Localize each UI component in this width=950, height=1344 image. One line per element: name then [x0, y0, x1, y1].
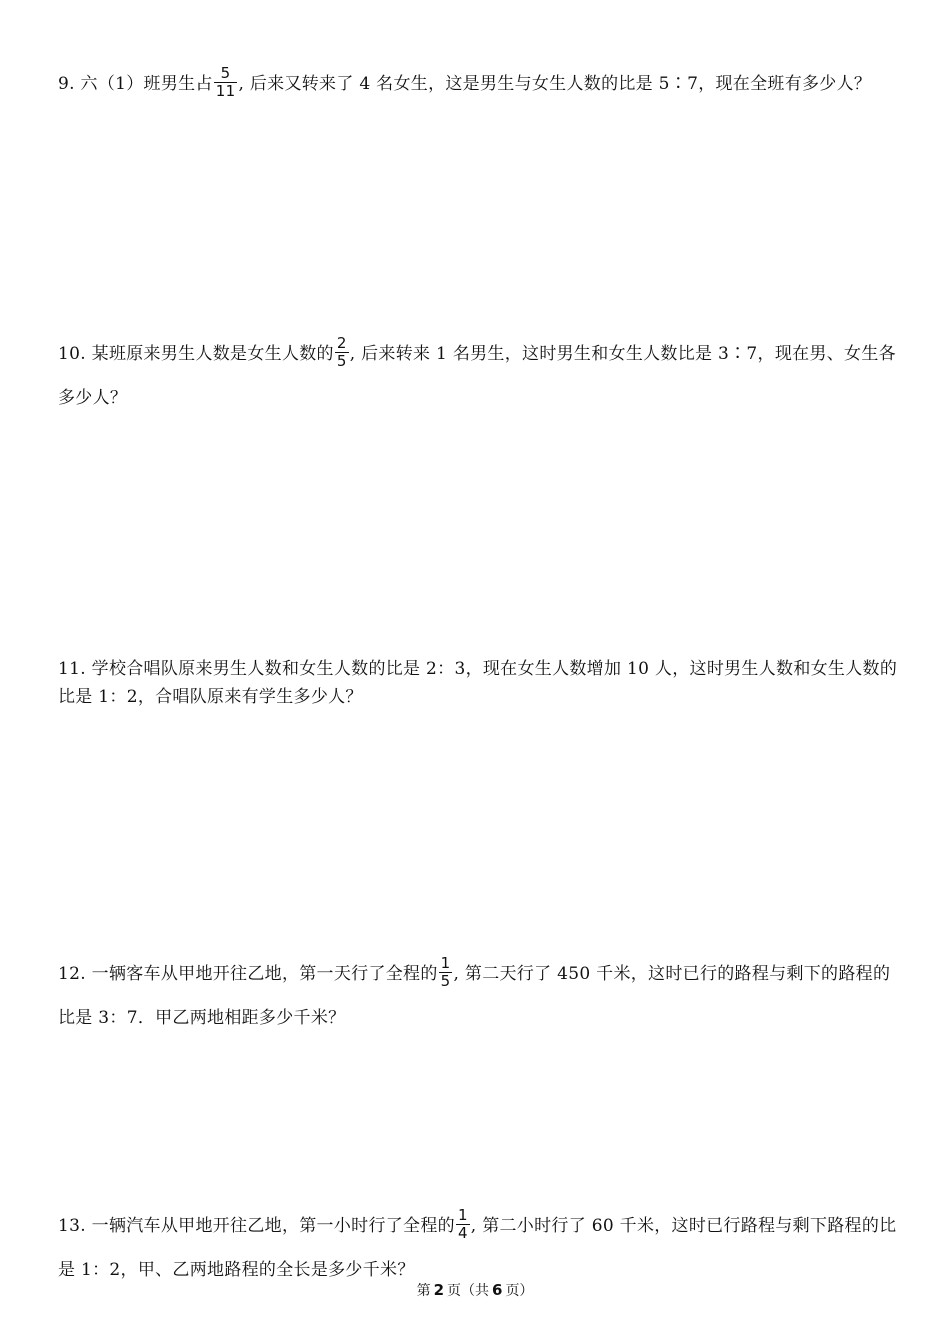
question-11 [58, 655, 898, 711]
question-12 [58, 952, 898, 1040]
fraction [439, 955, 453, 990]
footer-prefix: 第 [416, 1283, 431, 1299]
question-text: 某班原来男生人数是女生人数的 [85, 344, 334, 364]
fraction [456, 1207, 470, 1242]
fraction-denominator: 4 [457, 1224, 468, 1242]
footer-mid: 页（共 [447, 1283, 489, 1299]
total-page-number: 6 [492, 1281, 503, 1299]
fraction [214, 65, 238, 100]
current-page-number: 2 [433, 1281, 444, 1299]
question-text: , 后来转来 1 名男生，这时男生和女生人数比是 3∶7，现在男、女生各多少人？ [58, 344, 896, 408]
fraction [335, 335, 349, 370]
question-number: 9. [58, 74, 75, 94]
fraction-denominator: 5 [440, 972, 451, 990]
question-text: 一辆客车从甲地开往乙地，第一天行了全程的 [85, 964, 438, 984]
fraction-numerator: 1 [440, 954, 451, 972]
question-13 [58, 1204, 898, 1292]
footer-suffix: 页） [505, 1283, 534, 1299]
question-9 [58, 62, 898, 106]
fraction-denominator: 11 [215, 82, 236, 100]
fraction-numerator: 1 [457, 1206, 468, 1224]
question-10 [58, 332, 898, 420]
question-number: 11. [58, 659, 86, 679]
question-text: 一辆汽车从甲地开往乙地，第一小时行了全程的 [85, 1216, 455, 1236]
question-text: , 第二小时行了 60 千米，这时已行路程与剩下路程的比是 1：2，甲、乙两地路程的全长是多少千米？ [58, 1216, 897, 1280]
question-text: , 后来又转来了 4 名女生，这是男生与女生人数的比是 5∶7，现在全班有多少人？ [238, 74, 872, 94]
question-number: 13. [58, 1216, 86, 1236]
fraction-numerator: 5 [220, 64, 231, 82]
question-text: , 第二天行了 450 千米，这时已行的路程与剩下的路程的比是 3：7．甲乙两地相距多少千米？ [58, 964, 891, 1028]
fraction-denominator: 5 [336, 352, 347, 370]
page-footer [0, 1280, 950, 1301]
question-number: 10. [58, 344, 86, 364]
fraction-numerator: 2 [336, 334, 347, 352]
question-text: 六（1）班男生占 [74, 74, 213, 94]
question-number: 12. [58, 964, 86, 984]
question-text: 学校合唱队原来男生人数和女生人数的比是 2：3，现在女生人数增加 10 人，这时男生人数和女生人数的比是 1：2，合唱队原来有学生多少人？ [58, 659, 898, 707]
